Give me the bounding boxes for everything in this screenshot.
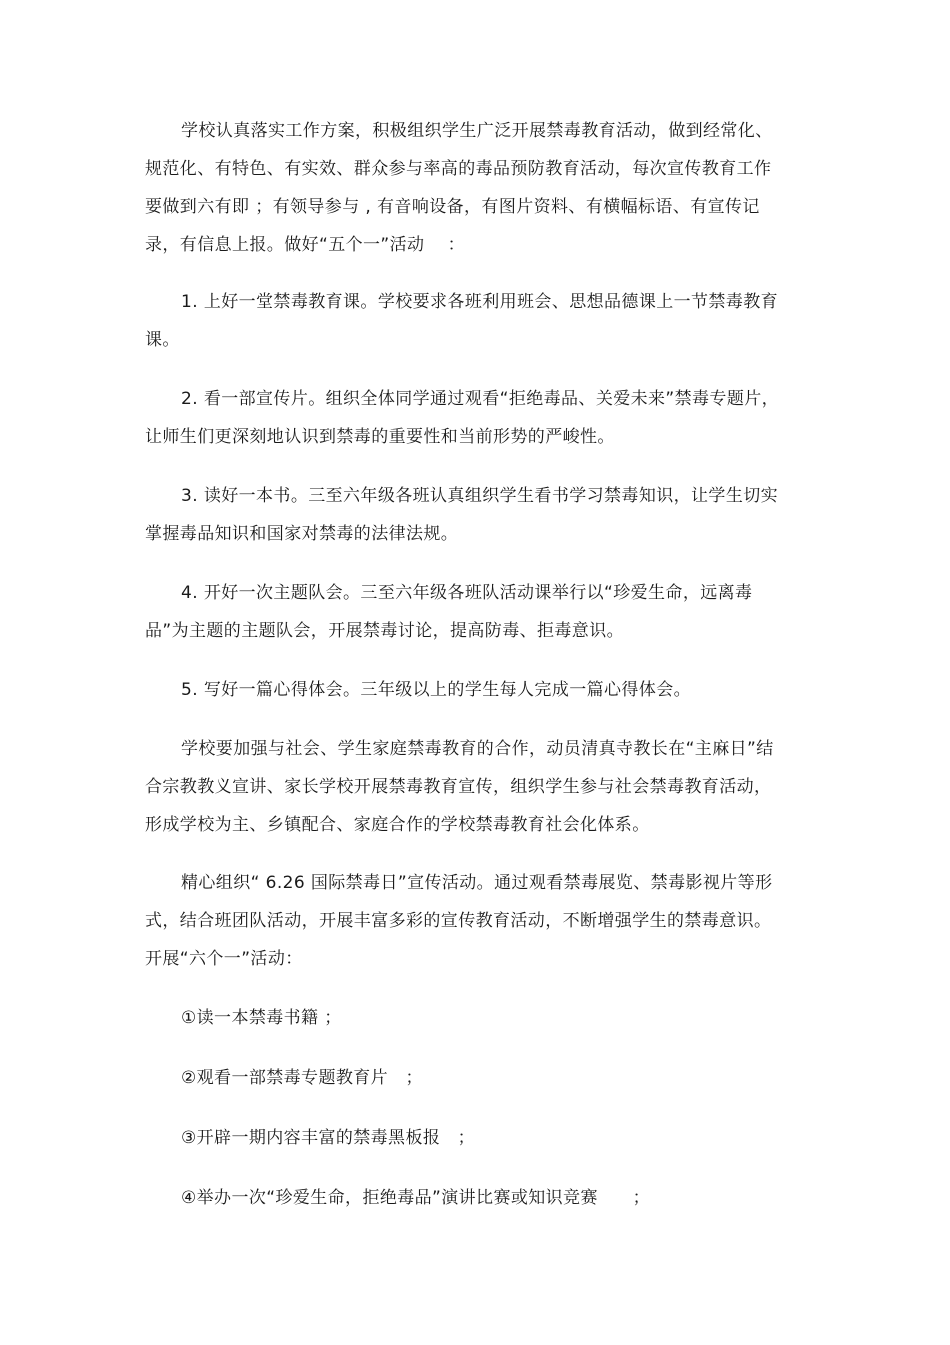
paragraph-item-2: 2. 看一部宣传片。组织全体同学通过观看“拒绝毒品、关爱未来”禁毒专题片，让师生们更深刻地认识到禁毒的重要性和当前形势的严峻性。 <box>145 389 780 447</box>
paragraph-drug-day: 精心组织“ 6.26 国际禁毒日”宣传活动。通过观看禁毒展览、禁毒影视片等形式，结合班团队活动，开展丰富多彩的宣传教育活动，不断增强学生的禁毒意识。开展“六个一”活动： <box>145 873 773 969</box>
paragraph-item-4: 4. 开好一次主题队会。三至六年级各班队活动课举行以“珍爱生命，远离毒品”为主题的主题队会，开展禁毒讨论，提高防毒、拒毒意识。 <box>145 583 753 641</box>
paragraph-item-3: 3. 读好一本书。三至六年级各班认真组织学生看书学习禁毒知识，让学生切实掌握毒品知识和国家对禁毒的法律法规。 <box>145 486 779 544</box>
list-item: ①读一本禁毒书籍 ； <box>181 1008 342 1028</box>
paragraph-item-5: 5. 写好一篇心得体会。三年级以上的学生每人完成一篇心得体会。 <box>181 680 692 700</box>
list-item: ③开辟一期内容丰富的禁毒黑板报 ； <box>181 1128 476 1148</box>
list-item: ④举办一次“珍爱生命，拒绝毒品”演讲比赛或知识竞赛 ； <box>181 1188 651 1208</box>
paragraph-item-1: 1. 上好一堂禁毒教育课。学校要求各班利用班会、思想品德课上一节禁毒教育课。 <box>145 292 779 350</box>
paragraph-cooperation: 学校要加强与社会、学生家庭禁毒教育的合作，动员清真寺教长在“主麻日”结合宗教教义宣讲、家长学校开展禁毒教育宣传，组织学生参与社会禁毒教育活动，形成学校为主、乡镇配合、家庭合作的学校禁毒教育社会化体系。 <box>145 739 774 835</box>
paragraph-intro: 学校认真落实工作方案，积极组织学生广泛开展禁毒教育活动，做到经常化、规范化、有特色、有实效、群众参与率高的毒品预防教育活动，每次宣传教育工作要做到六有即 ；有领导参与 , 有音响设备，有图片资料、有横幅标语、有宣传记录，有信息上报。做好“五个一”活动 ： <box>145 121 773 255</box>
list-item: ②观看一部禁毒专题教育片 ； <box>181 1068 423 1088</box>
